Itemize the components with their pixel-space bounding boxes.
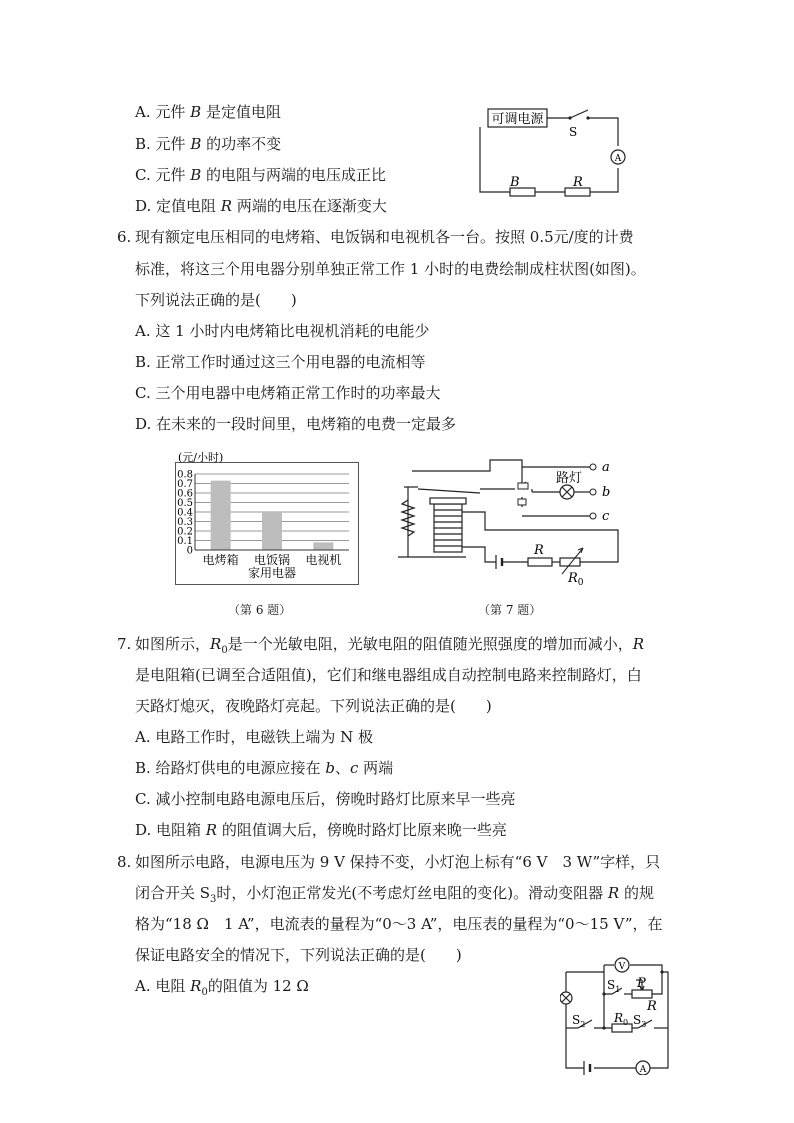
chart-x-tick-label: 电饭锅 bbox=[253, 553, 291, 567]
q8-circuit-diagram bbox=[560, 950, 675, 1075]
chart-bar bbox=[313, 542, 333, 550]
battery-icon bbox=[584, 1061, 590, 1075]
chart-x-axis-label: 家用电器 bbox=[247, 566, 297, 580]
resistor-r0-label: $R_0$ bbox=[614, 1011, 629, 1027]
chart-y-axis-label: (元/小时) bbox=[178, 451, 224, 464]
resistor-r0 bbox=[612, 1024, 632, 1032]
q7-figure-caption: （第 7 题） bbox=[478, 603, 542, 617]
q8-text-line2: 闭合开关 $S_3$时，小灯泡正常发光(不考虑灯丝电阻的变化)。滑动变阻器 R 的规 bbox=[135, 884, 654, 905]
q7-text-line1: 如图所示，$R_0$是一个光敏电阻，光敏电阻的阻值随光照强度的增加而减小，R bbox=[135, 635, 644, 656]
voltmeter-label: V bbox=[618, 962, 626, 972]
switch-s3-label: $S_3$ bbox=[633, 1013, 647, 1029]
rheostat-r-label: R bbox=[647, 999, 657, 1014]
chart-y-tick-label: 0.4 bbox=[177, 507, 193, 519]
chart-bar bbox=[262, 512, 282, 550]
ammeter-label: A bbox=[639, 1065, 647, 1075]
q7-option-a: A. 电路工作时，电磁铁上端为 N 极 bbox=[135, 728, 374, 746]
q8-text-line4: 保证电路安全的情况下，下列说法正确的是( ) bbox=[135, 946, 462, 964]
switch-s2-label: $S_2$ bbox=[572, 1013, 586, 1029]
q6-text-line3: 下列说法正确的是( ) bbox=[135, 291, 297, 309]
q5-option-a: A. 元件 B 是定值电阻 bbox=[135, 103, 281, 121]
q8-text-line3: 格为“18 Ω 1 A”，电流表的量程为“0～3 A”，电压表的量程为“0～15 V”，在 bbox=[135, 915, 663, 933]
chart-x-tick-label: 电视机 bbox=[305, 553, 342, 567]
switch-s1-label: $S_1$ bbox=[607, 978, 621, 994]
q6-number: 6. bbox=[117, 228, 132, 246]
q7-relay-circuit-diagram bbox=[390, 452, 625, 587]
chart-y-tick-label: 0.2 bbox=[177, 526, 193, 538]
chart-y-tick-label: 0.7 bbox=[177, 479, 193, 490]
slider-p-label: P bbox=[637, 976, 646, 991]
terminal-b-label: b bbox=[602, 485, 611, 500]
q6-option-d: D. 在未来的一段时间里，电烤箱的电费一定最多 bbox=[135, 415, 457, 433]
q6-option-b: B. 正常工作时通过这三个用电器的电流相等 bbox=[135, 353, 426, 371]
ammeter-label: A bbox=[614, 154, 622, 164]
q5-circuit-diagram bbox=[470, 100, 640, 200]
chart-bar bbox=[211, 481, 231, 550]
photoresistor-r0-label: $R_0$ bbox=[568, 571, 584, 587]
chart-x-tick-label: 电烤箱 bbox=[202, 553, 239, 567]
q8-number: 8. bbox=[117, 853, 132, 871]
chart-y-tick-label: 0.3 bbox=[177, 517, 193, 528]
chart-y-tick-label: 0 bbox=[186, 545, 193, 557]
q8-option-a: A. 电阻 $R_0$的阻值为 12 Ω bbox=[135, 977, 309, 998]
resistor-box-r bbox=[528, 558, 552, 566]
bulb-icon bbox=[560, 992, 572, 1004]
chart-y-tick-label: 0.8 bbox=[177, 469, 193, 481]
street-lamp-label: 路灯 bbox=[556, 471, 583, 486]
q5-option-d: D. 定值电阻 R 两端的电压在逐渐变大 bbox=[135, 197, 387, 215]
rheostat-r bbox=[632, 990, 652, 998]
chart-y-tick-label: 0.6 bbox=[177, 488, 193, 500]
q7-option-b: B. 给路灯供电的电源应接在 b、c 两端 bbox=[135, 759, 394, 777]
q7-option-d: D. 电阻箱 R 的阻值调大后，傍晚时路灯比原来晚一些亮 bbox=[135, 821, 507, 839]
q5-option-b: B. 元件 B 的功率不变 bbox=[135, 135, 282, 153]
q7-text-line3: 天路灯熄灭，夜晚路灯亮起。下列说法正确的是( ) bbox=[135, 697, 492, 715]
q5-option-c: C. 元件 B 的电阻与两端的电压成正比 bbox=[135, 166, 387, 184]
battery-icon bbox=[496, 555, 502, 569]
q8-text-line1: 如图所示电路，电源电压为 9 V 保持不变，小灯泡上标有“6 V 3 W”字样，只 bbox=[135, 853, 661, 871]
resistor-r-label: R bbox=[573, 175, 583, 190]
q7-text-line2: 是电阻箱(已调至合适阻值)，它们和继电器组成自动控制电路来控制路灯，白 bbox=[135, 666, 642, 684]
terminal-c-label: c bbox=[602, 509, 610, 524]
switch-s-label: S bbox=[569, 125, 578, 139]
q6-text-line2: 标准，将这三个用电器分别单独正常工作 1 小时的电费绘制成柱状图(如图)。 bbox=[135, 260, 646, 278]
chart-y-tick-label: 0.1 bbox=[177, 536, 193, 547]
q7-option-c: C. 减小控制电路电源电压后，傍晚时路灯比原来早一些亮 bbox=[135, 790, 516, 808]
chart-y-tick-label: 0.5 bbox=[177, 498, 193, 509]
q6-figure-caption: （第 6 题） bbox=[228, 603, 292, 617]
resistor-r-label: R bbox=[534, 543, 544, 558]
q7-number: 7. bbox=[117, 635, 132, 653]
q6-bar-chart bbox=[175, 450, 360, 586]
q6-text-line1: 现有额定电压相同的电烤箱、电饭锅和电视机各一台。按照 0.5元/度的计费 bbox=[135, 228, 634, 246]
q6-option-a: A. 这 1 小时内电烤箱比电视机消耗的电能少 bbox=[135, 322, 430, 340]
street-lamp-icon bbox=[560, 485, 574, 499]
element-b-label: B bbox=[510, 175, 520, 190]
terminal-a-label: a bbox=[602, 460, 610, 475]
q6-option-c: C. 三个用电器中电烤箱正常工作时的功率最大 bbox=[135, 384, 441, 402]
power-source-label: 可调电源 bbox=[491, 112, 544, 127]
